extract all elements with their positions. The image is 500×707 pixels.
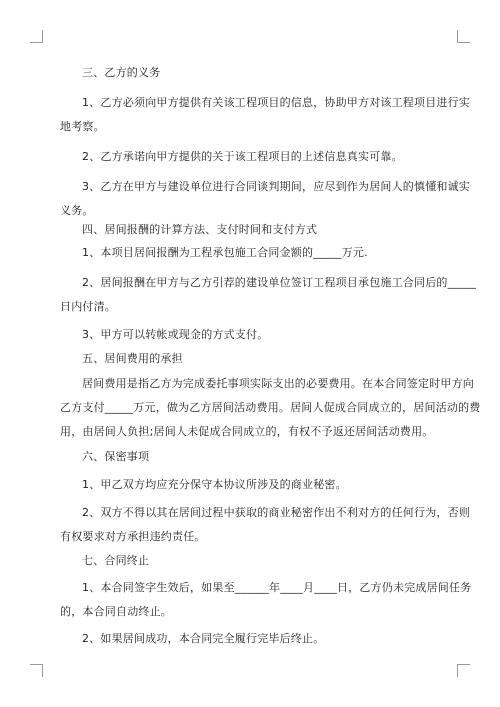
paragraph-line: 的，本合同自动终止。 — [60, 605, 172, 618]
section-heading-4: 四、居间报酬的计算方法、支付时间和支付方式 — [82, 223, 318, 236]
paragraph-line: 居间费用是指乙方为完成委托事项实际支出的必要费用。在本合同签定时甲方向 — [82, 377, 474, 390]
paragraph-line: 日内付清。 — [60, 300, 116, 313]
crop-mark-bottom-right — [457, 664, 470, 677]
paragraph-line: 地考察。 — [60, 120, 105, 133]
crop-mark-top-right — [457, 30, 470, 43]
paragraph-line: 2、居间报酬在甲方与乙方引荐的建设单位签订工程项目承包施工合同后的_____ — [82, 276, 477, 289]
paragraph-line: 3、乙方在甲方与建设单位进行合同谈判期间，应尽到作为居间人的慎懂和诚实 — [82, 180, 470, 193]
paragraph-line: 用，由居间人负担;居间人未促成合同成立的，有权不予返还居间活动费用。 — [60, 425, 434, 438]
paragraph-line: 义务。 — [60, 204, 94, 217]
paragraph-line: 2、乙方承诺向甲方提供的关于该工程项目的上述信息真实可靠。 — [82, 150, 403, 163]
paragraph-line: 1、本项目居间报酬为工程承包施工合同金额的_____万元. — [82, 246, 368, 259]
paragraph-line: 3、甲方可以转帐或现金的方式支付。 — [82, 328, 269, 341]
paragraph-line: 乙方支付_____万元，做为乙方居间活动费用。居间人促成合同成立的，居间活动的费 — [60, 401, 481, 414]
section-heading-5: 五、居间费用的承担 — [82, 352, 183, 365]
paragraph-line: 有权要求对方承担违约责任。 — [60, 530, 206, 543]
paragraph-line: 2、双方不得以其在居间过程中获取的商业秘密作出不利对方的任何行为，否则 — [82, 506, 470, 519]
section-heading-6: 六、保密事项 — [82, 450, 150, 463]
section-heading-3: 三、乙方的义务 — [82, 66, 161, 79]
crop-mark-top-left — [30, 30, 43, 43]
paragraph-line: 1、本合同签字生效后，如果至______年____月____日，乙方仍未完成居间任务 — [82, 581, 472, 594]
paragraph-line: 1、甲乙双方均应充分保守本协议所涉及的商业秘密。 — [82, 478, 347, 491]
section-heading-7: 七、合同终止 — [82, 554, 150, 567]
crop-mark-bottom-left — [30, 664, 43, 677]
paragraph-line: 2、如果居间成功，本合同完全履行完毕后终止。 — [82, 632, 325, 645]
paragraph-line: 1、乙方必须向甲方提供有关该工程项目的信息，协助甲方对该工程项目进行实 — [82, 96, 470, 109]
